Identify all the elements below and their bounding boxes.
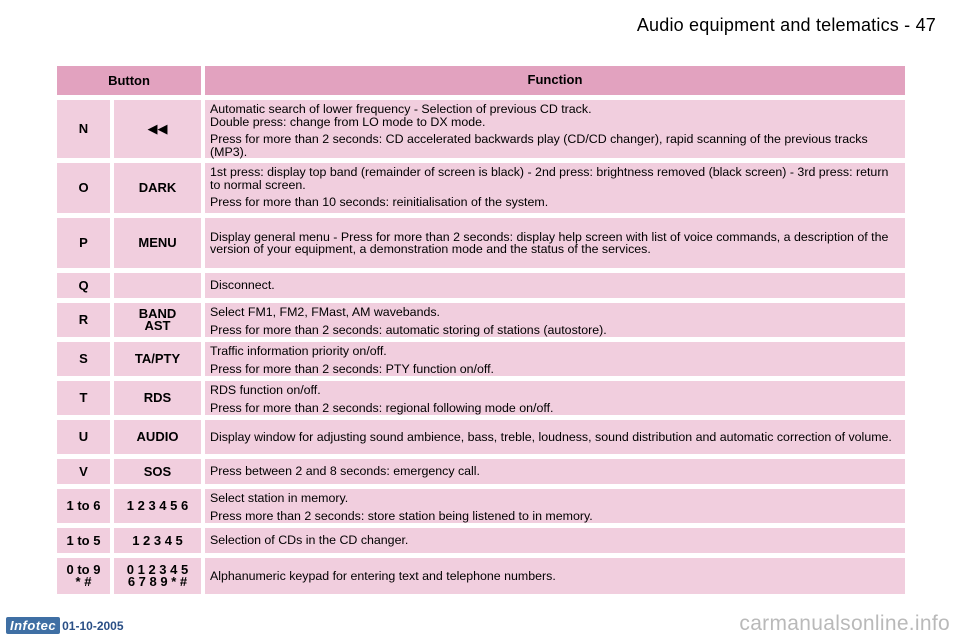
page-title: Audio equipment and telematics - 47 bbox=[636, 15, 936, 35]
function-text: Press for more than 2 seconds: PTY function on/off. bbox=[210, 361, 494, 376]
row-key: Q bbox=[57, 273, 110, 298]
table-row bbox=[57, 273, 905, 298]
row-button-label: 1 2 3 4 5 6 bbox=[114, 489, 201, 523]
row-function bbox=[205, 100, 905, 158]
table-row bbox=[57, 489, 905, 523]
table-row bbox=[57, 381, 905, 415]
row-function bbox=[205, 163, 905, 213]
function-text: Press for more than 2 seconds: CD accelerated backwards play (CD/CD changer), rapid scanning of the previous tracks (MP3). bbox=[210, 132, 868, 159]
table-row bbox=[57, 528, 905, 553]
row-key: 0 to 9 * # bbox=[57, 558, 110, 594]
function-text: Automatic search of lower frequency - Selection of previous CD track. Double press: change from LO mode to DX mode. bbox=[210, 102, 592, 129]
row-button-label: ◀◀ bbox=[114, 100, 201, 158]
row-function bbox=[205, 489, 905, 523]
infotec-logo: Infotec bbox=[6, 617, 60, 634]
row-function bbox=[205, 381, 905, 415]
row-button-label bbox=[114, 273, 201, 298]
row-function bbox=[205, 342, 905, 376]
function-text: Press for more than 2 seconds: automatic storing of stations (autostore). bbox=[210, 322, 607, 337]
row-key: N bbox=[57, 100, 110, 158]
row-key: 1 to 6 bbox=[57, 489, 110, 523]
row-button-label: MENU bbox=[114, 218, 201, 268]
table-row bbox=[57, 420, 905, 454]
function-text: Alphanumeric keypad for entering text and telephone numbers. bbox=[210, 568, 556, 583]
function-text: Display general menu - Press for more than 2 seconds: display help screen with list of voice commands, a description of the version of your equipment, a demonstration mode and the status of the services. bbox=[210, 229, 889, 256]
header-button: Button bbox=[57, 66, 201, 95]
row-key: P bbox=[57, 218, 110, 268]
row-button-label: AUDIO bbox=[114, 420, 201, 454]
function-text: Disconnect. bbox=[210, 278, 275, 293]
row-button-label: BAND AST bbox=[114, 303, 201, 337]
row-function bbox=[205, 218, 905, 268]
row-button-label: RDS bbox=[114, 381, 201, 415]
row-key: 1 to 5 bbox=[57, 528, 110, 553]
row-button-label: 0 1 2 3 4 5 6 7 8 9 * # bbox=[114, 558, 201, 594]
function-text: Selection of CDs in the CD changer. bbox=[210, 533, 409, 548]
watermark: carmanualsonline.info bbox=[739, 612, 950, 635]
footer bbox=[6, 617, 124, 634]
function-text: Select station in memory. bbox=[210, 491, 349, 505]
table-row bbox=[57, 342, 905, 376]
table-row bbox=[57, 163, 905, 213]
row-function bbox=[205, 273, 905, 298]
row-function bbox=[205, 303, 905, 337]
function-text: Press for more than 2 seconds: regional following mode on/off. bbox=[210, 400, 554, 415]
row-button-label: SOS bbox=[114, 459, 201, 484]
print-date: 01-10-2005 bbox=[62, 618, 124, 633]
function-text: Traffic information priority on/off. bbox=[210, 344, 387, 358]
row-key: S bbox=[57, 342, 110, 376]
row-button-label: 1 2 3 4 5 bbox=[114, 528, 201, 553]
row-key: T bbox=[57, 381, 110, 415]
table-row bbox=[57, 459, 905, 484]
table-row bbox=[57, 303, 905, 337]
table-row bbox=[57, 218, 905, 268]
row-button-label: DARK bbox=[114, 163, 201, 213]
row-button-label: TA/PTY bbox=[114, 342, 201, 376]
row-function bbox=[205, 558, 905, 594]
table-row bbox=[57, 100, 905, 158]
table-row bbox=[57, 558, 905, 594]
row-key: O bbox=[57, 163, 110, 213]
row-key: R bbox=[57, 303, 110, 337]
function-text: Press more than 2 seconds: store station being listened to in memory. bbox=[210, 508, 593, 523]
row-function bbox=[205, 459, 905, 484]
function-text: 1st press: display top band (remainder of screen is black) - 2nd press: brightness removed (black screen) - 3rd press: return to normal screen. bbox=[210, 165, 889, 192]
header-function: Function bbox=[205, 66, 905, 95]
function-text: RDS function on/off. bbox=[210, 383, 321, 397]
row-key: U bbox=[57, 420, 110, 454]
row-function bbox=[205, 420, 905, 454]
table-header-row bbox=[57, 66, 905, 95]
function-text: Display window for adjusting sound ambience, bass, treble, loudness, sound distribution and automatic correction of volume. bbox=[210, 429, 892, 444]
function-text: Press between 2 and 8 seconds: emergency call. bbox=[210, 464, 480, 479]
button-function-table bbox=[57, 66, 905, 599]
function-text: Press for more than 10 seconds: reinitialisation of the system. bbox=[210, 195, 549, 209]
row-function bbox=[205, 528, 905, 553]
row-key: V bbox=[57, 459, 110, 484]
function-text: Select FM1, FM2, FMast, AM wavebands. bbox=[210, 305, 440, 319]
